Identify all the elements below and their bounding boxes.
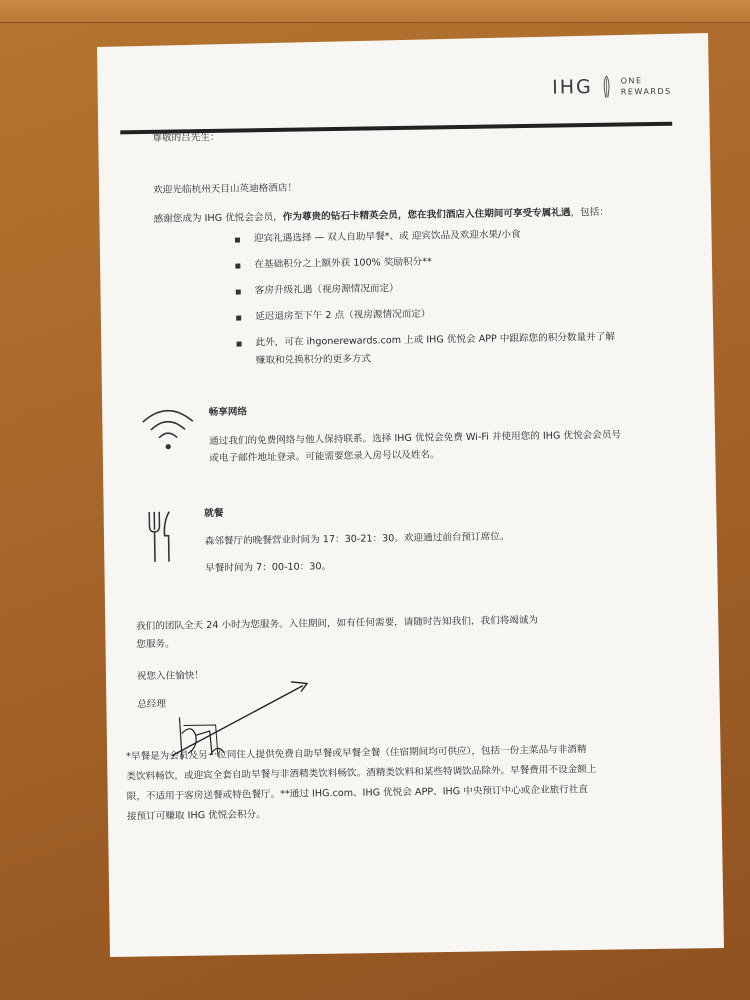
logo-program-line2: REWARDS bbox=[620, 86, 672, 97]
bullet-1 bbox=[235, 238, 240, 243]
benefit-5: 此外，可在 ihgonerewards.com 上或 IHG 优悦会 APP 中跟踪您的积分数量并了解 bbox=[255, 331, 616, 349]
benefit-3: 客房升级礼遇（视房源情况而定） bbox=[254, 283, 399, 297]
bullet-5 bbox=[237, 342, 242, 347]
letter-page bbox=[89, 33, 715, 958]
welcome-line: 欢迎光临杭州天目山英迪格酒店！ bbox=[153, 182, 298, 196]
logo-program-line1: ONE bbox=[620, 76, 643, 86]
bullet-4 bbox=[236, 316, 241, 321]
footnote-line2: 类饮料畅饮，或迎宾全套自助早餐与非酒精类饮料畅饮。酒精类饮料和某些特调饮品除外。早餐费用不设金额上 bbox=[126, 763, 597, 783]
wifi-line2: 或电子邮件地址登录。可能需要您录入房号以及姓名。 bbox=[209, 449, 440, 465]
intro-plain: 感谢您成为 IHG 优悦会会员， bbox=[153, 211, 283, 225]
ihg-logo bbox=[552, 74, 672, 100]
benefit-4: 延迟退房至下午 2 点（视房源情况而定） bbox=[255, 308, 431, 323]
footnote-line3: 限，不适用于客房送餐或特色餐厅。**通过 IHG.com、IHG 优悦会 APP、IHG 中央预订中心或企业旅行社直 bbox=[126, 784, 589, 803]
dining-line2: 早餐时间为 7：00-10：30。 bbox=[205, 561, 332, 575]
benefit-2: 在基础积分之上额外获 100% 奖励积分** bbox=[254, 256, 432, 271]
closing-line1: 我们的团队全天 24 小时为您服务。入住期间，如有任何需要，请随时告知我们，我们将竭诚为 bbox=[135, 614, 539, 633]
logo-brand: IHG bbox=[551, 75, 593, 99]
bullet-2 bbox=[235, 264, 240, 269]
dining-line1: 森邻餐厅的晚餐营业时间为 17：30-21：30。欢迎通过前台预订席位。 bbox=[204, 531, 510, 548]
footnote-line4: 接预订可赚取 IHG 优悦会积分。 bbox=[126, 809, 266, 823]
logo-program bbox=[621, 75, 672, 98]
table-edge bbox=[0, 0, 750, 23]
footnote-line1: *早餐是为会员及另一位同住人提供免费自助早餐或早餐全餐（住宿期间均可供应），包括一份主菜品与非酒精 bbox=[125, 744, 587, 763]
benefit-5-cont: 赚取和兑换积分的更多方式 bbox=[255, 353, 372, 367]
cutlery-icon bbox=[146, 510, 175, 564]
signer-title: 总经理 bbox=[137, 698, 167, 711]
wifi-line1: 通过我们的免费网络与他人保持联系。选择 IHG 优悦会免费 Wi-Fi 并使用您的 IHG 优悦会会员号 bbox=[209, 429, 622, 448]
benefit-1: 迎宾礼遇选择 — 双人自助早餐*、或 迎宾饮品及欢迎水果/小食 bbox=[253, 229, 521, 245]
wifi-icon bbox=[139, 405, 198, 454]
wifi-title: 畅享网络 bbox=[208, 406, 248, 419]
logo-mark-icon bbox=[601, 75, 613, 99]
bullet-3 bbox=[236, 290, 241, 295]
intro-tail: ，包括： bbox=[570, 206, 609, 219]
wish-line: 祝您入住愉快！ bbox=[136, 670, 205, 683]
intro-line bbox=[154, 205, 609, 227]
salutation: 尊敬的吕先生： bbox=[152, 131, 220, 144]
dining-title: 就餐 bbox=[204, 507, 224, 520]
closing-line2: 您服务。 bbox=[136, 638, 175, 651]
intro-bold: 作为尊贵的钻石卡精英会员，您在我们酒店入住期间可享受专属礼遇 bbox=[282, 207, 571, 223]
